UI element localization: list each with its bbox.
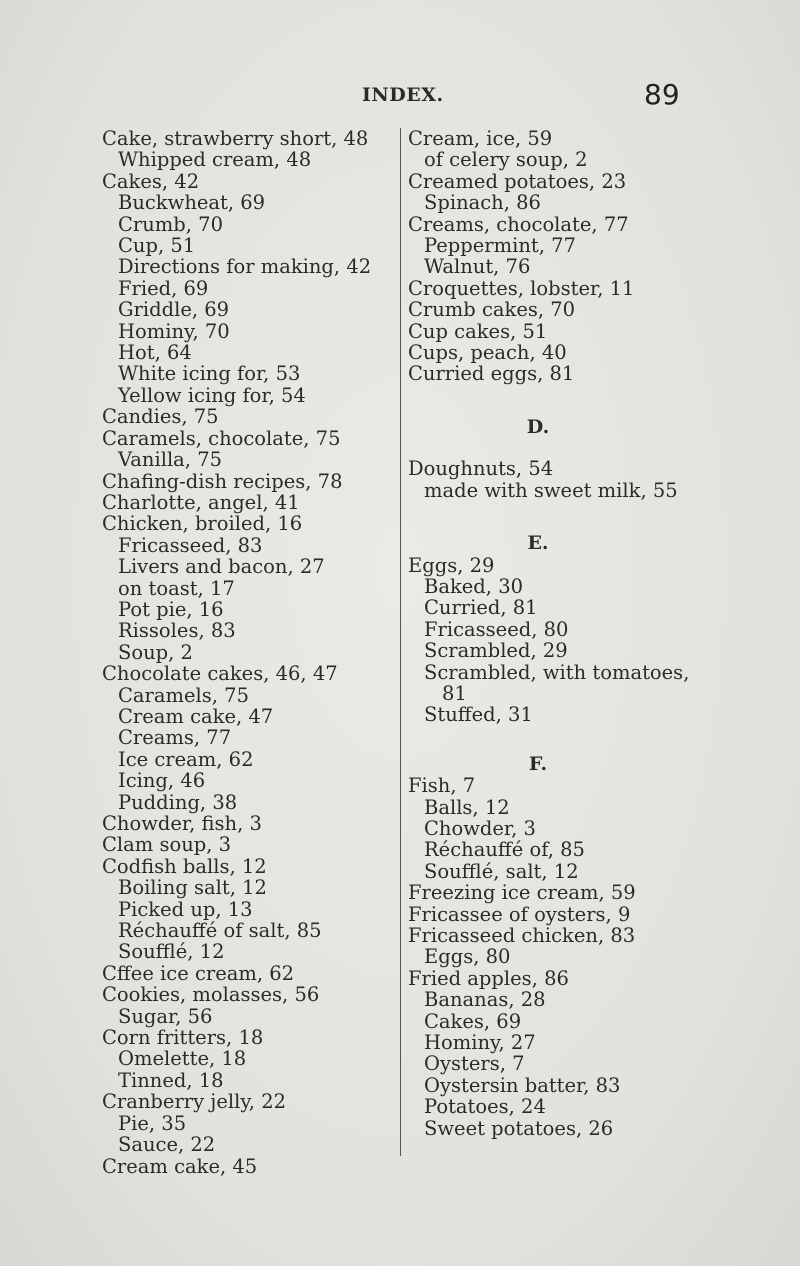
index-entry: Chowder, fish, 3 <box>102 812 262 835</box>
index-entry: Chicken, broiled, 16 <box>102 512 303 536</box>
index-subentry: Balls, 12 <box>424 795 510 819</box>
section-spacer <box>408 501 798 533</box>
index-entry: Codfish balls, 12 <box>102 854 267 878</box>
index-subentry: Curried, 81 <box>424 596 538 620</box>
index-subentry: Yellow icing for, 54 <box>118 383 306 407</box>
index-entry: Corn fritters, 18 <box>102 1026 264 1050</box>
index-entry: Creamed potatoes, 23 <box>408 169 627 193</box>
section-letter-heading: F. <box>528 752 548 775</box>
index-entry: Cream, ice, 59 <box>408 127 553 150</box>
index-subentry: Réchauffé of salt, 85 <box>118 919 322 943</box>
index-subentry: Omelette, 18 <box>118 1047 247 1071</box>
section-spacer <box>408 438 798 458</box>
index-subentry: Eggs, 80 <box>424 945 511 969</box>
index-subentry: Fricasseed, 80 <box>424 617 569 641</box>
index-subentry: Oystersin batter, 83 <box>424 1073 621 1097</box>
index-column-left <box>102 128 402 1177</box>
index-subentry: Vanilla, 75 <box>118 448 223 472</box>
index-entry: Chocolate cakes, 46, 47 <box>102 662 338 686</box>
page-number: 89 <box>644 78 680 111</box>
index-subentry: Stuffed, 31 <box>424 703 533 727</box>
index-subentry: on toast, 17 <box>118 576 235 600</box>
index-entry: Creams, chocolate, 77 <box>408 212 629 236</box>
index-entry: Cffee ice cream, 62 <box>102 961 295 985</box>
section-letter-heading: D. <box>526 415 550 438</box>
index-subentry: Boiling salt, 12 <box>118 876 267 900</box>
index-entry: Cream cake, 45 <box>102 1154 258 1178</box>
index-subentry: Cream cake, 47 <box>118 704 274 728</box>
index-entry: Croquettes, lobster, 11 <box>408 276 635 300</box>
index-subentry: Whipped cream, 48 <box>118 148 312 172</box>
index-entry: Cranberry jelly, 22 <box>102 1090 287 1114</box>
index-subentry: Livers and bacon, 27 <box>118 555 325 579</box>
section-spacer <box>408 726 798 754</box>
page-title: INDEX. <box>362 84 444 106</box>
index-subentry: Soufflé, 12 <box>118 940 225 964</box>
index-subentry: Hominy, 27 <box>424 1031 536 1055</box>
index-entry: Fried apples, 86 <box>408 966 569 990</box>
index-entry: Fricasseed chicken, 83 <box>408 924 636 947</box>
index-subentry: Soufflé, salt, 12 <box>424 859 579 883</box>
index-subentry: Caramels, 75 <box>118 683 249 707</box>
index-subentry: Oysters, 7 <box>424 1052 525 1076</box>
index-subentry: Pie, 35 <box>118 1111 187 1135</box>
index-entry: Fricassee of oysters, 9 <box>408 902 631 926</box>
index-subentry: Sugar, 56 <box>118 1004 213 1028</box>
index-subentry: Sweet potatoes, 26 <box>424 1116 614 1140</box>
index-subentry: Ice cream, 62 <box>118 747 254 771</box>
index-subentry: Hot, 64 <box>118 341 192 365</box>
index-entry: Chafing-dish recipes, 78 <box>102 469 343 493</box>
index-subentry: Pudding, 38 <box>118 790 238 814</box>
section-letter-heading: E. <box>527 532 549 555</box>
index-subentry: Griddle, 69 <box>118 298 230 322</box>
index-subentry: Scrambled, with tomatoes, <box>424 660 690 684</box>
index-subentry: Pot pie, 16 <box>118 597 224 621</box>
index-subentry: Picked up, 13 <box>118 897 253 921</box>
section-spacer <box>408 385 798 417</box>
index-entry: Cups, peach, 40 <box>408 341 567 365</box>
index-subentry: Bananas, 28 <box>424 988 546 1012</box>
index-entry: Crumb cakes, 70 <box>408 298 576 322</box>
index-subentry: Sauce, 22 <box>118 1133 216 1157</box>
index-entry: Freezing ice cream, 59 <box>408 881 636 905</box>
index-subentry: Directions for making, 42 <box>118 255 372 279</box>
index-entry: Cookies, molasses, 56 <box>102 983 320 1007</box>
index-subentry: Peppermint, 77 <box>424 234 576 258</box>
index-subentry: Cakes, 69 <box>424 1009 522 1033</box>
index-subentry: Soup, 2 <box>118 640 193 664</box>
index-subentry: Fricasseed, 83 <box>118 533 263 557</box>
page-header <box>0 78 800 118</box>
column-divider <box>400 128 401 1156</box>
index-entry: Fish, 7 <box>408 774 476 798</box>
index-subentry: Réchauffé of, 85 <box>424 838 585 862</box>
index-entry: Curried eggs, 81 <box>408 362 575 386</box>
index-subentry: Baked, 30 <box>424 574 524 598</box>
index-subentry: Creams, 77 <box>118 726 232 750</box>
index-subentry: White icing for, 53 <box>118 362 301 386</box>
index-subentry: Hominy, 70 <box>118 319 230 343</box>
index-entry: Clam soup, 3 <box>102 833 232 857</box>
index-subentry: Crumb, 70 <box>118 212 223 236</box>
index-subentry: Buckwheat, 69 <box>118 191 266 215</box>
index-subentry: Spinach, 86 <box>424 191 541 215</box>
index-entry: Doughnuts, 54 <box>408 457 554 481</box>
index-entry: Cakes, 42 <box>102 169 200 193</box>
index-entry: Charlotte, angel, 41 <box>102 490 300 514</box>
index-subentry: Walnut, 76 <box>424 255 531 279</box>
index-entry: Eggs, 29 <box>408 553 495 577</box>
index-subentry: Fried, 69 <box>118 276 209 300</box>
index-subentry: of celery soup, 2 <box>424 148 588 172</box>
index-entry: Caramels, chocolate, 75 <box>102 426 341 450</box>
index-subentry: Cup, 51 <box>118 234 196 258</box>
index-column-right <box>408 128 798 1139</box>
index-subentry: Scrambled, 29 <box>424 639 568 663</box>
index-subentry: Chowder, 3 <box>424 816 536 840</box>
index-subentry: Potatoes, 24 <box>424 1095 546 1119</box>
index-entry: Cup cakes, 51 <box>408 319 548 343</box>
index-subentry: Icing, 46 <box>118 769 206 793</box>
index-entry: Candies, 75 <box>102 405 219 429</box>
index-subentry: 81 <box>442 681 467 705</box>
index-subentry: Rissoles, 83 <box>118 619 236 643</box>
index-entry: Cake, strawberry short, 48 <box>102 127 369 150</box>
index-subentry: made with sweet milk, 55 <box>424 478 678 502</box>
index-subentry: Tinned, 18 <box>118 1068 224 1092</box>
